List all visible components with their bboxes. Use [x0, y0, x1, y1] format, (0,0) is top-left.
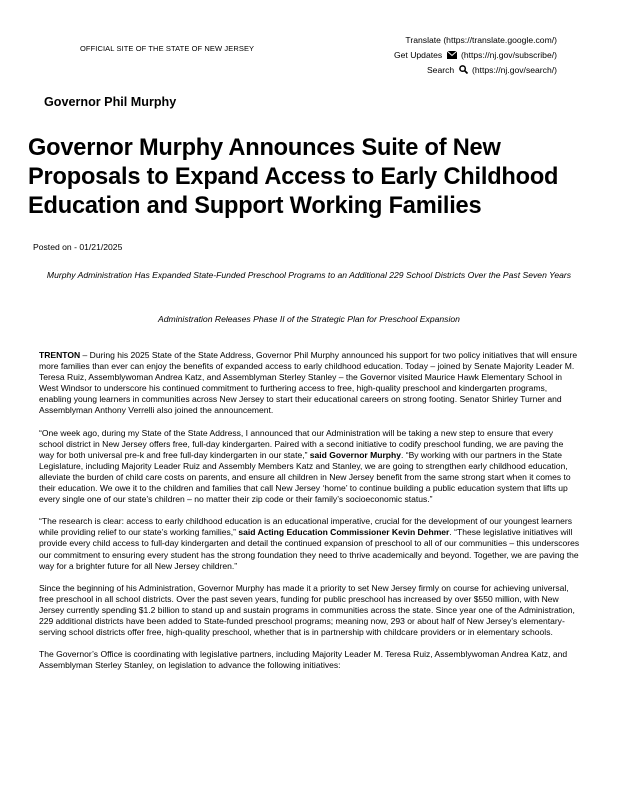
quote-attribution-governor: said Governor Murphy — [309, 449, 401, 460]
envelope-icon — [447, 51, 457, 59]
paragraph-3-text-a: “The research is clear: access to early childhood education is an educational imperative, crucial for the development of our youngest learners while providing relief to our state’s working families,” — [39, 516, 573, 538]
paragraph-5: The Governor’s Office is coordinating with legislative partners, including Majority Leader M. Teresa Ruiz, Assemblywoman Andrea Katz, and Assemblyman Sterley Stanley, on legislation to advance the following initiatives: — [39, 649, 568, 671]
get-updates-url: (https://nj.gov/subscribe/) — [460, 50, 557, 60]
article-subtitle-1: Murphy Administration Has Expanded State-Funded Preschool Programs to an Additional 229 School Districts Over the Past Seven Years — [46, 270, 572, 280]
posted-date: Posted on - 01/21/2025 — [33, 242, 123, 252]
paragraph-2-text-b: . “By working with our partners in the State Legislature, including Majority Leader Ruiz and Assembly Members Katz and Stanley, we are going to strengthen early childhood education, alleviate the burden of child care costs on parents, and ensure all children in New Jersey benefit from the same strong start when it comes to their education. We owe it to the children and families that call New Jersey ‘home’ to continue building a public education system that lifts up every single one of our state’s children – no matter their zip code or their family’s socioeconomic status.” — [39, 449, 571, 505]
dateline: TRENTON — [39, 350, 81, 360]
utility-links — [394, 33, 557, 78]
paragraph-2 — [39, 428, 580, 506]
search-icon — [459, 65, 468, 74]
paragraph-2-text-a: “One week ago, during my State of the State Address, I announced that our Administration will be taking a new step to ensure that every school district in New Jersey offers free, full-day kindergarten. Paired with a second initiative to codify preschool funding, we are paving the way for both universal pre-k and free full-day kindergarten in our state,” — [39, 427, 564, 460]
paragraph-1-text: – During his 2025 State of the State Address, Governor Phil Murphy announced his support for two policy initiatives that will ensure more families than ever can enjoy the benefits of expanded access to early childhood education. Today – joined by Senate Majority Leader M. Teresa Ruiz, Assemblywoman Andrea Katz, and Assemblyman Sterley Stanley – the Governor visited Maurice Hawk Elementary School in West Windsor to underscore his continued commitment to furthering access to free, high-quality preschool and kindergarten programs, enabling young learners in communities across New Jersey to start their educational careers on strong footing. Senator Shirley Turner and Assemblyman Anthony Verrelli also joined the announcement. — [39, 350, 578, 416]
search-label: Search — [426, 65, 455, 75]
search-link[interactable] — [394, 63, 557, 78]
paragraph-1 — [39, 350, 580, 417]
translate-link[interactable]: Translate (https://translate.google.com/) — [405, 35, 557, 45]
search-url: (https://nj.gov/search/) — [471, 65, 557, 75]
article-title: Governor Murphy Announces Suite of New Proposals to Expand Access to Early Childhood Education and Support Working Families — [28, 135, 559, 219]
get-updates-label: Get Updates — [393, 50, 443, 60]
top-bar — [0, 0, 618, 90]
paragraph-4: Since the beginning of his Administration, Governor Murphy has made it a priority to set New Jersey firmly on course for achieving universal, free preschool in all school districts. Over the past seven years, funding for public preschool has increased by over $550 million, with New Jersey currently spending $1.2 billion to stand up and sustain programs in communities across the state. Since year one of the Administration, 229 additional districts have been added to State-funded preschool programs; meaning now, 293 or about half of New Jersey’s elementary-serving school districts offer free, high-quality preschool, whether that is in partnership with childcare providers or in elementary schools. — [39, 582, 575, 638]
article-subtitle-2: Administration Releases Phase II of the Strategic Plan for Preschool Expansion — [158, 314, 460, 324]
paragraph-3-text-b: . “These legislative initiatives will provide every child access to full-day kindergarten and detail the continued expansion of preschool to all of our communities – this underscores our commitment to ensuring every student has the strong foundation they need to thrive academically and beyond. Together, we are paving the way for a brighter future for all New Jersey children.” — [39, 527, 580, 571]
governor-site-title[interactable]: Governor Phil Murphy — [44, 95, 177, 109]
official-site-label: OFFICIAL SITE OF THE STATE OF NEW JERSEY — [80, 44, 255, 53]
article-body — [39, 350, 580, 682]
get-updates-link[interactable] — [394, 48, 557, 63]
quote-attribution-commissioner: said Acting Education Commissioner Kevin Dehmer — [238, 527, 450, 538]
paragraph-3 — [39, 516, 580, 571]
